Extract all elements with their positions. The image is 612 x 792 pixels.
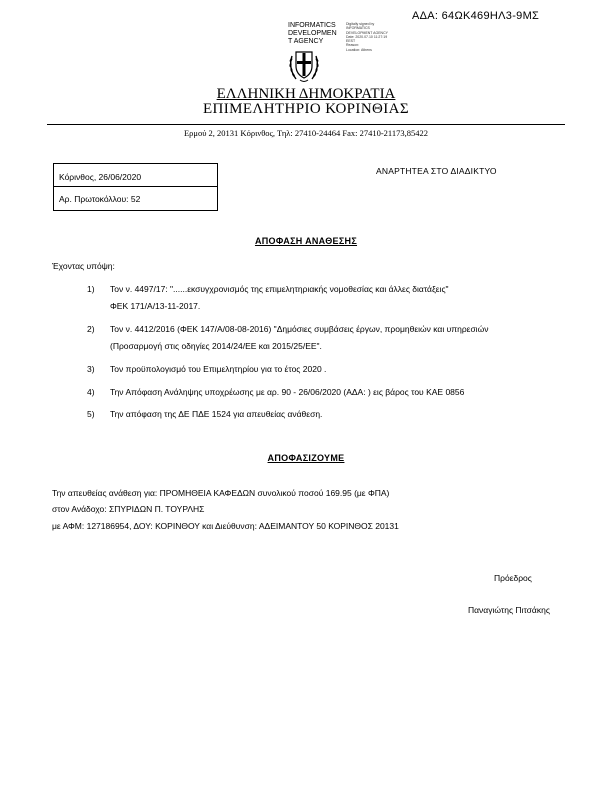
item-text: ΦΕΚ 171/Α/13-11-2017. xyxy=(110,301,201,311)
item-text: Την Απόφαση Ανάληψης υποχρέωσης με αρ. 90 - 26/06/2020 (ΑΔΑ: ) εις βάρος του ΚΑΕ 0856 xyxy=(110,387,465,397)
stamp-line: DEVELOPMEN xyxy=(288,30,337,37)
header-divider xyxy=(47,124,565,125)
signature-detail-line: DEVELOPMENT AGENCY xyxy=(346,30,388,35)
digital-signature-stamp xyxy=(288,22,337,46)
item-text: Τον ν. 4497/17: "......εκσυγχρονισμός της επιμελητηριακής νομοθεσίας και άλλες διατάξεις" xyxy=(110,284,449,294)
chamber-title: ΕΠΙΜΕΛΗΤΗΡΙΟ ΚΟΡΙΝΘΙΑΣ xyxy=(202,101,410,117)
decision-line: Την απευθείας ανάθεση για: ΠΡΟΜΗΘΕΙΑ ΚΑΦΕΔΩΝ συνολικού ποσού 169.95 (με ΦΠΑ) xyxy=(52,488,390,498)
intro-text: Έχοντας υπόψη: xyxy=(52,261,115,271)
greek-emblem-icon xyxy=(286,46,322,84)
resolve-heading: ΑΠΟΦΑΣΙΖΟΥΜΕ xyxy=(267,453,345,463)
chamber-address: Ερμού 2, 20131 Κόρινθος, Τηλ: 27410-24464 Fax: 27410-21173,85422 xyxy=(183,128,428,138)
decision-heading: ΑΠΟΦΑΣΗ ΑΝΑΘΕΣΗΣ xyxy=(254,236,358,246)
stamp-line: INFORMATICS xyxy=(288,22,336,29)
republic-title: ΕΛΛΗΝΙΚΗ ΔΗΜΟΚΡΑΤΙΑ xyxy=(216,86,396,102)
signature-detail-line: INFORMATICS xyxy=(346,26,370,31)
signature-detail-line: EEST xyxy=(346,39,356,44)
internet-posting-note: ΑΝΑΡΤΗΤΕΑ ΣΤΟ ΔΙΑΔΙΚΤΥΟ xyxy=(376,166,497,176)
stamp-line: T AGENCY xyxy=(288,38,324,45)
item-number: 3) xyxy=(87,364,95,374)
item-text: Τον ν. 4412/2016 (ΦΕΚ 147/Α/08-08-2016) "Δημόσιες συμβάσεις έργων, προμηθειών και υπηρεσιών xyxy=(110,324,489,334)
place-date: Κόρινθος, 26/06/2020 xyxy=(59,172,142,182)
signature-detail-line: Location: Athens xyxy=(346,47,372,52)
signature-detail-line: Reason: xyxy=(346,43,360,48)
item-text: Την απόφαση της ΔΕ ΠΔΕ 1524 για απευθείας ανάθεση. xyxy=(110,409,323,419)
signature-details xyxy=(346,22,388,52)
item-text: (Προσαρμογή στις οδηγίες 2014/24/ΕΕ και 2015/25/ΕΕ". xyxy=(110,341,322,351)
item-number: 5) xyxy=(87,409,95,419)
item-number: 2) xyxy=(87,324,95,334)
protocol-box xyxy=(53,163,218,211)
decision-line: με ΑΦΜ: 127186954, ΔΟΥ: ΚΟΡΙΝΘΟΥ και Διεύθυνση: ΑΔΕΙΜΑΝΤΟΥ 50 ΚΟΡΙΝΘΟΣ 20131 xyxy=(52,521,399,531)
item-number: 4) xyxy=(87,387,95,397)
signatory-name: Παναγιώτης Πιτσάκης xyxy=(468,605,550,615)
protocol-number: Αρ. Πρωτοκόλλου: 52 xyxy=(59,194,141,204)
signature-detail-line: Digitally signed by xyxy=(346,22,375,26)
box-divider xyxy=(54,186,217,187)
signature-detail-line: Date: 2020.07.10 11:27:19 xyxy=(346,34,388,39)
item-text: Τον προϋπολογισμό του Επιμελητηρίου για το έτος 2020 . xyxy=(110,364,327,374)
signatory-role: Πρόεδρος xyxy=(494,573,532,583)
ada-code: ΑΔΑ: 64ΩΚ469ΗΛ3-9ΜΣ xyxy=(412,10,540,22)
item-number: 1) xyxy=(87,284,95,294)
decision-line: στον Ανάδοχο: ΣΠΥΡΙΔΩΝ Π. ΤΟΥΡΛΗΣ xyxy=(52,504,205,514)
